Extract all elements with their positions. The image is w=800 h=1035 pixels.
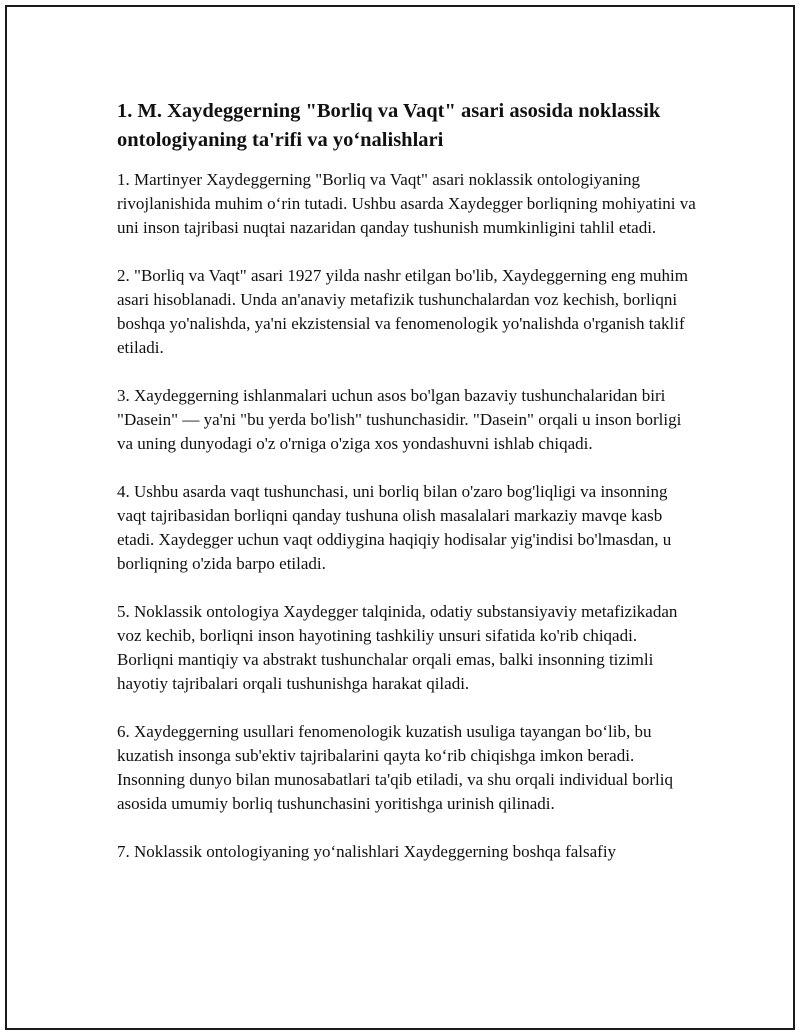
paragraph-4: 4. Ushbu asarda vaqt tushunchasi, uni borliq bilan o'zaro bog'liqligi va insonning vaqt tajribasidan borliqni qanday tushuna olish masalalari markaziy mavqe kasb etadi. Xaydegger uchun vaqt oddiygina haqiqiy hodisalar yig'indisi bo'lmasdan, u borliqning o'zida barpo etiladi. xyxy=(117,482,672,573)
paragraph-3: 3. Xaydeggerning ishlanmalari uchun asos bo'lgan bazaviy tushunchalaridan biri "Dasein" — ya'ni "bu yerda bo'lish" tushunchasidir. "Dasein" orqali u inson borligi va uning dunyodagi o'z o'rniga o'ziga xos yondashuvni ishlab chiqadi. xyxy=(117,386,682,453)
paragraph-2: 2. "Borliq va Vaqt" asari 1927 yilda nashr etilgan bo'lib, Xaydeggerning eng muhim asari hisoblanadi. Unda an'anaviy metafizik tushunchalardan voz kechish, borliqni boshqa yo'nalishda, ya'ni ekzistensial va fenomenologik yo'nalishda o'rganish taklif etiladi. xyxy=(117,266,688,357)
page-frame xyxy=(5,5,795,1030)
paragraph-7: 7. Noklassik ontologiyaning yo‘nalishlari Xaydeggerning boshqa falsafiy xyxy=(117,842,617,861)
paragraph-6: 6. Xaydeggerning usullari fenomenologik kuzatish usuliga tayangan bo‘lib, bu kuzatish insonga sub'ektiv tajribalarini qayta ko‘rib chiqishga imkon beradi. Insonning dunyo bilan munosabatlari ta'qib etiladi, va shu orqali individual borliq asosida umumiy borliq tushunchasini yoritishga urinish qilinadi. xyxy=(117,722,673,813)
document-title: 1. M. Xaydeggerning "Borliq va Vaqt" asari asosida noklassik ontologiyaning ta'rifi va yo‘nalishlari xyxy=(117,100,661,151)
paragraph-1: 1. Martinyer Xaydeggerning "Borliq va Vaqt" asari noklassik ontologiyaning rivojlanishida muhim o‘rin tutadi. Ushbu asarda Xaydegger borliqning mohiyatini va uni inson tajribasi nuqtai nazaridan qanday tushunish mumkinligini tahlil etadi. xyxy=(117,170,696,237)
paragraph-5: 5. Noklassik ontologiya Xaydegger talqinida, odatiy substansiyaviy metafizikadan voz kechib, borliqni inson hayotining tashkiliy unsuri sifatida ko'rib chiqadi. Borliqni mantiqiy va abstrakt tushunchalar orqali emas, balki insonning tizimli hayotiy tajribalari orqali tushunishga harakat qiladi. xyxy=(117,602,678,693)
document-body xyxy=(117,97,697,864)
